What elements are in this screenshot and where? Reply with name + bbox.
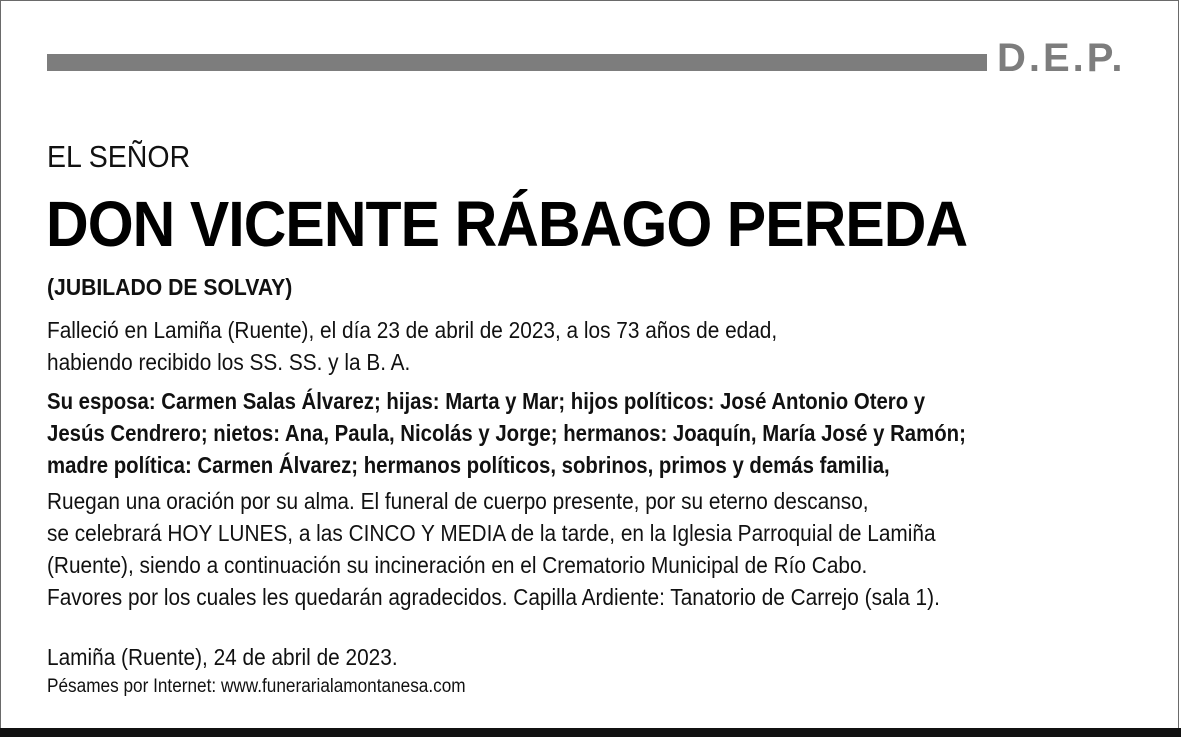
funeral-line: Ruegan una oración por su alma. El funeral de cuerpo presente, por su eterno descanso, — [47, 488, 869, 514]
funeral-line: (Ruente), siendo a continuación su incineración en el Crematorio Municipal de Río Cabo. — [47, 552, 868, 578]
death-line: habiendo recibido los SS. SS. y la B. A. — [47, 349, 411, 375]
condolences-web: Pésames por Internet: www.funerarialamontanesa.com — [47, 676, 466, 697]
family-paragraph — [47, 385, 966, 481]
occupation-label: (JUBILADO DE SOLVAY) — [47, 274, 293, 300]
funeral-line: Favores por los cuales les quedarán agradecidos. Capilla Ardiente: Tanatorio de Carrejo (sala 1). — [47, 584, 940, 610]
bottom-rule — [0, 728, 1181, 737]
header-rule — [47, 54, 987, 71]
dep-badge: D.E.P. — [997, 36, 1126, 80]
honorific-label: EL SEÑOR — [47, 139, 191, 174]
place-date: Lamiña (Ruente), 24 de abril de 2023. — [47, 644, 398, 670]
family-line: Jesús Cendrero; nietos: Ana, Paula, Nicolás y Jorge; hermanos: Joaquín, María José y Ramón; — [47, 420, 966, 446]
death-paragraph — [47, 314, 777, 378]
funeral-line: se celebrará HOY LUNES, a las CINCO Y MEDIA de la tarde, en la Iglesia Parroquial de Lamiña — [47, 520, 936, 546]
deceased-name: DON VICENTE RÁBAGO PEREDA — [46, 188, 968, 260]
death-line: Falleció en Lamiña (Ruente), el día 23 de abril de 2023, a los 73 años de edad, — [47, 317, 778, 343]
family-line: Su esposa: Carmen Salas Álvarez; hijas: Marta y Mar; hijos políticos: José Antonio Otero y — [47, 388, 926, 414]
family-line: madre política: Carmen Álvarez; hermanos políticos, sobrinos, primos y demás familia, — [47, 452, 890, 478]
funeral-paragraph — [47, 485, 940, 613]
